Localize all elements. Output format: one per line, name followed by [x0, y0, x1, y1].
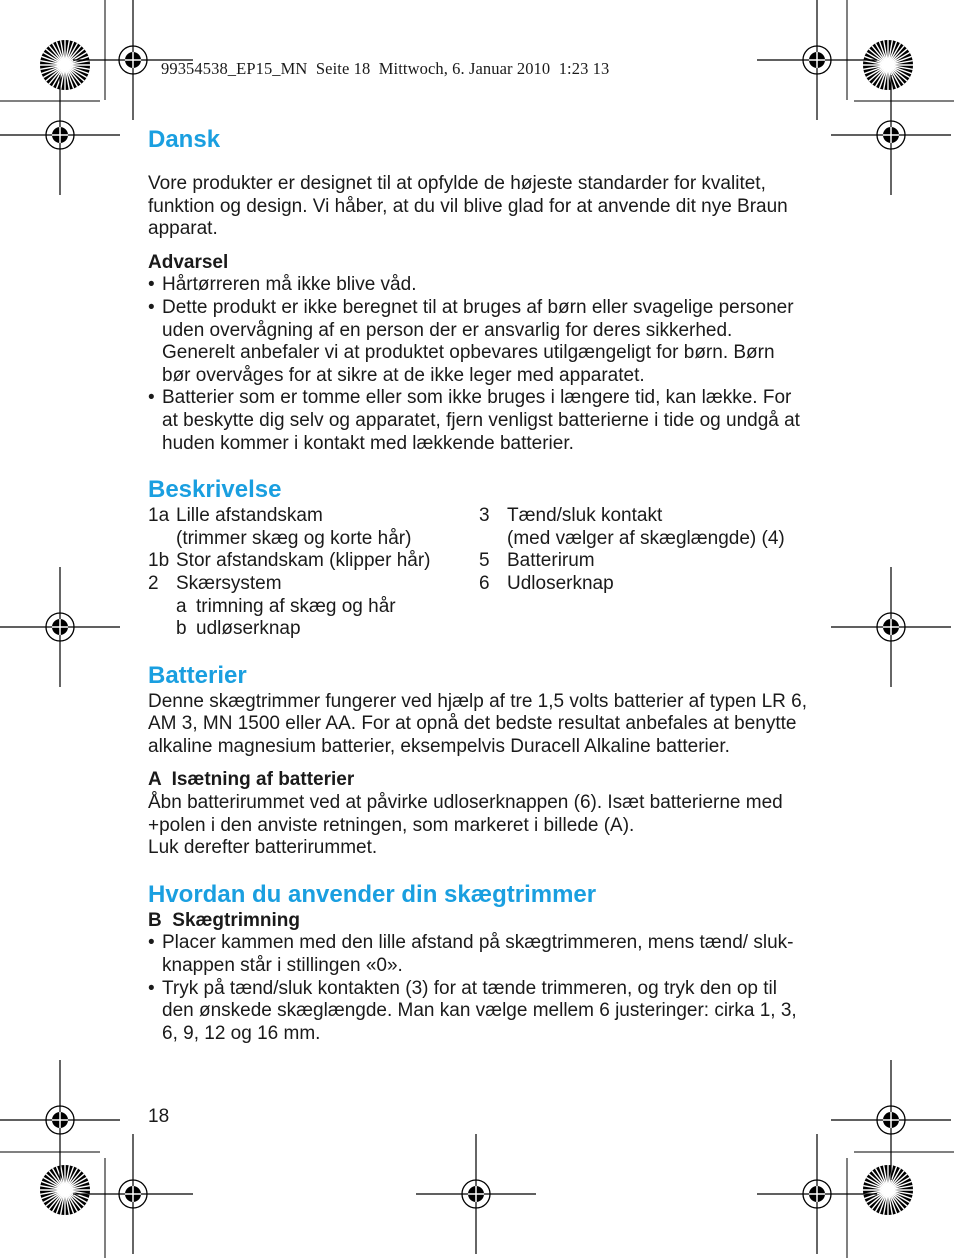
part-item: (med vælger af skæglængde) (4) — [507, 527, 785, 549]
part-item: 6 Udloserknap — [479, 572, 614, 594]
intro-paragraph: Vore produkter er designet til at opfylde de højeste standarder for kvalitet, funktion og design. Vi håber, at du vil blive glad for at anvende dit nye Braun apparat. — [148, 173, 788, 240]
list-item: • Dette produkt er ikke beregnet til at bruges af børn eller svagelige personer uden overvågning af en person der er ansvarlig for deres sikkerhed. Generelt anbefaler vi at produktet opbevares utilgængeligt for børn. Børn bør overvåges for at sikre at de ikke leger med apparatet. — [148, 297, 808, 387]
part-item: 2 Skærsystem — [148, 572, 282, 594]
part-item: 3 Tænd/sluk kontakt — [479, 505, 663, 527]
document-body — [148, 125, 808, 1045]
parts-column-left — [148, 505, 479, 641]
list-item: • Batterier som er tomme eller som ikke bruges i længere tid, kan lække. For at beskytte dig selv og apparatet, fjern venligst batterierne i tide og undgå at huden kommer i kontakt med lækkende batterier. — [148, 387, 808, 455]
batteries-sub-paragraph: Luk derefter batterirummet. — [148, 837, 378, 859]
page-number: 18 — [148, 1106, 170, 1127]
print-slug: 99354538_EP15_MN Seite 18 Mittwoch, 6. Januar 2010 1:23 13 — [161, 59, 610, 78]
batteries-subheading: A Isætning af batterier — [148, 769, 355, 791]
section-heading-usage: Hvordan du anvender din skægtrimmer — [148, 880, 597, 908]
part-item: 5 Batterirum — [479, 550, 595, 572]
warning-heading: Advarsel — [148, 251, 229, 273]
warning-list — [148, 274, 808, 455]
parts-description — [148, 505, 808, 641]
section-heading-batterier: Batterier — [148, 661, 247, 689]
section-heading-dansk: Dansk — [148, 126, 221, 153]
part-item: 1a Lille afstandskam — [148, 505, 323, 527]
list-item: • Placer kammen med den lille afstand på skægtrimmeren, mens tænd/ sluk-knappen står i stillingen «0». — [148, 932, 808, 977]
list-item: • Hårtørreren må ikke blive våd. — [148, 274, 808, 297]
parts-column-right — [479, 505, 785, 641]
batteries-sub-paragraph: Åbn batterirummet ved at påvirke udloserknappen (6). Isæt batterierne med +polen i den anviste retningen, som markeret i billede (A). — [148, 792, 783, 836]
usage-list — [148, 932, 808, 1045]
part-item: (trimmer skæg og korte hår) — [176, 527, 412, 549]
part-item: 1b Stor afstandskam (klipper hår) — [148, 550, 431, 572]
usage-subheading: B Skægtrimning — [148, 909, 301, 931]
batteries-paragraph: Denne skægtrimmer fungerer ved hjælp af tre 1,5 volts batterier af typen LR 6, AM 3, MN 1500 eller AA. For at opnå det bedste resultat anbefales at benytte alkaline magnesium batterier, eksempelvis Duracell Alkaline batterier. — [148, 690, 807, 757]
part-subitem: b udløserknap — [176, 618, 301, 640]
section-heading-beskrivelse: Beskrivelse — [148, 476, 282, 504]
part-subitem: a trimning af skæg og hår — [176, 595, 396, 617]
list-item: • Tryk på tænd/sluk kontakten (3) for at tænde trimmeren, og tryk den op til den ønskede skæglængde. Man kan vælge mellem 6 justeringer: cirka 1, 3, 6, 9, 12 og 16 mm. — [148, 978, 808, 1046]
